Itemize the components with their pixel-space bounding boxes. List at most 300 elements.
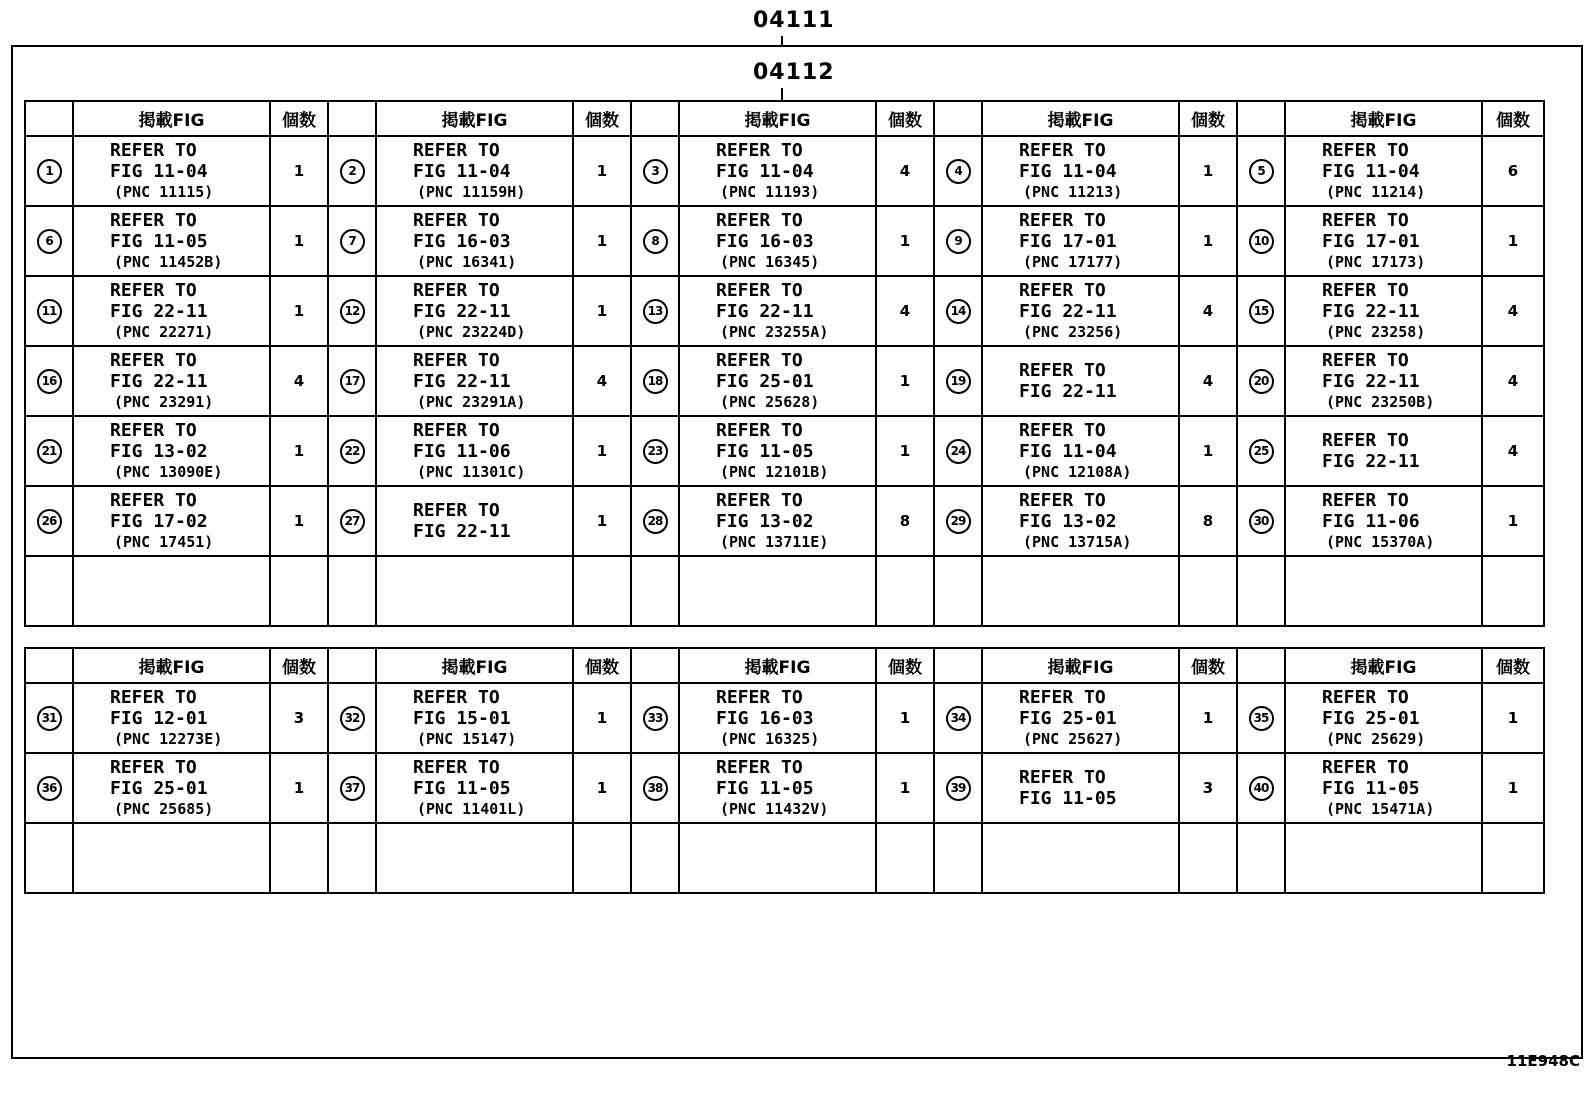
reference-cell: [73, 683, 270, 753]
quantity-cell: 1: [270, 276, 328, 346]
quantity-cell: [270, 556, 328, 626]
item-number-badge: 37: [340, 776, 365, 801]
reference-cell: [73, 486, 270, 556]
reference-cell: [376, 486, 573, 556]
quantity-cell: [1179, 556, 1237, 626]
pnc-code: (PNC 12101B): [720, 462, 829, 481]
item-number-cell: [328, 683, 376, 753]
header-fig: 掲載FIG: [679, 648, 876, 683]
fig-reference: FIG 22-11: [1322, 300, 1420, 322]
pnc-code: (PNC 23291A): [417, 392, 526, 411]
reference-cell: [376, 276, 573, 346]
reference-cell: [982, 276, 1179, 346]
item-number-cell: [1237, 346, 1285, 416]
header-number-cell: [328, 648, 376, 683]
refer-to-text: REFER TO: [413, 686, 500, 708]
refer-to-text: REFER TO: [1019, 767, 1106, 788]
refer-to-text: REFER TO: [1322, 279, 1409, 301]
refer-to-text: REFER TO: [716, 349, 803, 371]
refer-to-text: REFER TO: [413, 279, 500, 301]
pnc-code: (PNC 12108A): [1023, 462, 1132, 481]
refer-to-text: REFER TO: [716, 139, 803, 161]
quantity-cell: [573, 556, 631, 626]
fig-reference: FIG 22-11: [1019, 300, 1117, 322]
header-number-cell: [25, 101, 73, 136]
pnc-code: (PNC 25627): [1023, 729, 1123, 748]
item-number-badge: 21: [37, 439, 62, 464]
pnc-code: (PNC 11214): [1326, 182, 1426, 201]
item-number-cell: [934, 683, 982, 753]
refer-to-text: REFER TO: [110, 419, 197, 441]
item-number-cell: [25, 416, 73, 486]
reference-cell: [1285, 206, 1482, 276]
fig-reference: FIG 12-01: [110, 707, 208, 729]
quantity-cell: 1: [1482, 206, 1544, 276]
item-number-cell: [934, 206, 982, 276]
item-number-badge: 28: [643, 509, 668, 534]
item-number-badge: 5: [1249, 159, 1274, 184]
pnc-code: (PNC 11432V): [720, 799, 829, 818]
header-qty: 個数: [1482, 648, 1544, 683]
fig-reference: FIG 13-02: [716, 510, 814, 532]
quantity-cell: 1: [270, 486, 328, 556]
refer-to-text: REFER TO: [413, 209, 500, 231]
quantity-cell: 4: [573, 346, 631, 416]
item-number-cell: [631, 276, 679, 346]
fig-reference: FIG 15-01: [413, 707, 511, 729]
item-number-cell: [1237, 683, 1285, 753]
header-qty: 個数: [270, 101, 328, 136]
pnc-code: (PNC 12273E): [114, 729, 223, 748]
refer-to-text: REFER TO: [413, 500, 500, 521]
reference-cell: [73, 206, 270, 276]
quantity-cell: 4: [1482, 416, 1544, 486]
refer-to-text: REFER TO: [1019, 360, 1106, 381]
pnc-code: (PNC 25629): [1326, 729, 1426, 748]
header-number-cell: [1237, 648, 1285, 683]
item-number-cell: [25, 556, 73, 626]
table-header-row: [25, 101, 1544, 136]
pnc-code: (PNC 15471A): [1326, 799, 1435, 818]
quantity-cell: 1: [876, 683, 934, 753]
quantity-cell: 6: [1482, 136, 1544, 206]
reference-cell: [1285, 276, 1482, 346]
header-number-cell: [1237, 101, 1285, 136]
fig-reference: FIG 22-11: [716, 300, 814, 322]
fig-reference: FIG 22-11: [1322, 451, 1420, 472]
item-number-badge: 2: [340, 159, 365, 184]
quantity-cell: [1482, 823, 1544, 893]
quantity-cell: 1: [270, 136, 328, 206]
fig-reference: FIG 25-01: [110, 777, 208, 799]
refer-to-text: REFER TO: [716, 756, 803, 778]
item-number-cell: [631, 683, 679, 753]
reference-cell: [73, 346, 270, 416]
reference-cell: [376, 753, 573, 823]
pnc-code: (PNC 16341): [417, 252, 517, 271]
pnc-code: (PNC 25628): [720, 392, 820, 411]
fig-reference: FIG 22-11: [1322, 370, 1420, 392]
reference-cell: [376, 823, 573, 893]
item-number-badge: 17: [340, 369, 365, 394]
fig-reference: FIG 22-11: [413, 300, 511, 322]
quantity-cell: 4: [1482, 346, 1544, 416]
reference-cell: [679, 206, 876, 276]
fig-reference: FIG 11-06: [413, 440, 511, 462]
refer-to-text: REFER TO: [716, 686, 803, 708]
quantity-cell: 1: [1179, 683, 1237, 753]
table-row: [25, 346, 1544, 416]
item-number-badge: 32: [340, 706, 365, 731]
quantity-cell: 1: [573, 416, 631, 486]
pnc-code: (PNC 23255A): [720, 322, 829, 341]
table-row: [25, 416, 1544, 486]
pnc-code: (PNC 13711E): [720, 532, 829, 551]
quantity-cell: 1: [573, 753, 631, 823]
refer-to-text: REFER TO: [1322, 489, 1409, 511]
reference-cell: [982, 486, 1179, 556]
quantity-cell: 1: [1482, 683, 1544, 753]
reference-cell: [376, 206, 573, 276]
item-number-badge: 12: [340, 299, 365, 324]
reference-cell: [1285, 683, 1482, 753]
pnc-code: (PNC 11159H): [417, 182, 526, 201]
item-number-badge: 3: [643, 159, 668, 184]
pnc-code: (PNC 23258): [1326, 322, 1426, 341]
quantity-cell: 1: [876, 416, 934, 486]
item-number-cell: [1237, 416, 1285, 486]
reference-cell: [982, 206, 1179, 276]
refer-to-text: REFER TO: [716, 489, 803, 511]
item-number-cell: [1237, 136, 1285, 206]
reference-cell: [73, 136, 270, 206]
pnc-code: (PNC 11115): [114, 182, 214, 201]
refer-to-text: REFER TO: [1019, 209, 1106, 231]
item-number-cell: [328, 556, 376, 626]
quantity-cell: 1: [573, 276, 631, 346]
reference-cell: [1285, 136, 1482, 206]
reference-cell: [679, 823, 876, 893]
reference-cell: [679, 136, 876, 206]
refer-to-text: REFER TO: [110, 279, 197, 301]
refer-to-text: REFER TO: [413, 139, 500, 161]
table-row: [25, 206, 1544, 276]
reference-cell: [376, 136, 573, 206]
quantity-cell: 1: [876, 346, 934, 416]
refer-to-text: REFER TO: [413, 349, 500, 371]
table-row: [25, 753, 1544, 823]
fig-reference: FIG 11-04: [1019, 160, 1117, 182]
header-fig: 掲載FIG: [376, 101, 573, 136]
item-number-cell: [25, 346, 73, 416]
pnc-code: (PNC 16325): [720, 729, 820, 748]
item-number-cell: [25, 753, 73, 823]
fig-reference: FIG 16-03: [716, 707, 814, 729]
pnc-code: (PNC 23256): [1023, 322, 1123, 341]
fig-reference: FIG 17-01: [1019, 230, 1117, 252]
pnc-code: (PNC 23224D): [417, 322, 526, 341]
pnc-code: (PNC 25685): [114, 799, 214, 818]
item-number-badge: 15: [1249, 299, 1274, 324]
reference-cell: [982, 136, 1179, 206]
quantity-cell: 8: [876, 486, 934, 556]
refer-to-text: REFER TO: [413, 419, 500, 441]
fig-reference: FIG 11-04: [716, 160, 814, 182]
quantity-cell: [573, 823, 631, 893]
table-row: [25, 683, 1544, 753]
pnc-code: (PNC 11401L): [417, 799, 526, 818]
quantity-cell: 1: [876, 753, 934, 823]
assembly-number: 04111: [753, 8, 835, 33]
table-row: [25, 276, 1544, 346]
reference-cell: [982, 416, 1179, 486]
header-qty: 個数: [573, 101, 631, 136]
quantity-cell: 1: [270, 753, 328, 823]
item-number-cell: [1237, 556, 1285, 626]
item-number-badge: 27: [340, 509, 365, 534]
pnc-code: (PNC 17177): [1023, 252, 1123, 271]
reference-cell: [1285, 753, 1482, 823]
item-number-cell: [934, 276, 982, 346]
header-qty: 個数: [573, 648, 631, 683]
refer-to-text: REFER TO: [716, 279, 803, 301]
table-row: [25, 136, 1544, 206]
item-number-cell: [934, 486, 982, 556]
header-number-cell: [631, 648, 679, 683]
item-number-badge: 35: [1249, 706, 1274, 731]
header-number-cell: [631, 101, 679, 136]
quantity-cell: 4: [876, 276, 934, 346]
header-fig: 掲載FIG: [73, 101, 270, 136]
pnc-code: (PNC 15370A): [1326, 532, 1435, 551]
quantity-cell: 4: [270, 346, 328, 416]
fig-reference: FIG 25-01: [1019, 707, 1117, 729]
pnc-code: (PNC 13090E): [114, 462, 223, 481]
item-number-cell: [328, 753, 376, 823]
item-number-badge: 11: [37, 299, 62, 324]
fig-reference: FIG 13-02: [1019, 510, 1117, 532]
reference-cell: [679, 556, 876, 626]
pnc-code: (PNC 22271): [114, 322, 214, 341]
header-qty: 個数: [1179, 101, 1237, 136]
item-number-badge: 20: [1249, 369, 1274, 394]
header-qty: 個数: [270, 648, 328, 683]
fig-reference: FIG 22-11: [110, 300, 208, 322]
item-number-badge: 34: [946, 706, 971, 731]
reference-cell: [982, 753, 1179, 823]
quantity-cell: 4: [1482, 276, 1544, 346]
fig-reference: FIG 11-05: [413, 777, 511, 799]
header-number-cell: [328, 101, 376, 136]
item-number-cell: [328, 206, 376, 276]
item-number-cell: [25, 276, 73, 346]
item-number-cell: [934, 753, 982, 823]
quantity-cell: 3: [1179, 753, 1237, 823]
item-number-badge: 8: [643, 229, 668, 254]
reference-cell: [679, 753, 876, 823]
reference-cell: [73, 823, 270, 893]
reference-cell: [982, 556, 1179, 626]
item-number-cell: [25, 683, 73, 753]
fig-reference: FIG 11-05: [716, 777, 814, 799]
fig-reference: FIG 11-05: [1019, 788, 1117, 809]
item-number-badge: 16: [37, 369, 62, 394]
refer-to-text: REFER TO: [1019, 489, 1106, 511]
item-number-cell: [328, 136, 376, 206]
pnc-code: (PNC 17451): [114, 532, 214, 551]
item-number-cell: [934, 346, 982, 416]
figure-code: 11E948C: [1506, 1052, 1580, 1070]
reference-cell: [1285, 346, 1482, 416]
item-number-cell: [25, 136, 73, 206]
header-fig: 掲載FIG: [73, 648, 270, 683]
quantity-cell: 4: [876, 136, 934, 206]
quantity-cell: 1: [1482, 486, 1544, 556]
item-number-badge: 26: [37, 509, 62, 534]
reference-cell: [982, 346, 1179, 416]
header-qty: 個数: [876, 648, 934, 683]
reference-cell: [73, 753, 270, 823]
refer-to-text: REFER TO: [1019, 279, 1106, 301]
pnc-code: (PNC 13715A): [1023, 532, 1132, 551]
pnc-code: (PNC 11193): [720, 182, 820, 201]
item-number-badge: 7: [340, 229, 365, 254]
item-number-badge: 13: [643, 299, 668, 324]
fig-reference: FIG 13-02: [110, 440, 208, 462]
item-number-badge: 24: [946, 439, 971, 464]
item-number-cell: [328, 416, 376, 486]
header-number-cell: [934, 648, 982, 683]
quantity-cell: 1: [573, 486, 631, 556]
parts-table: [24, 100, 1545, 627]
pnc-code: (PNC 11301C): [417, 462, 526, 481]
item-number-cell: [631, 823, 679, 893]
quantity-cell: 1: [573, 206, 631, 276]
reference-cell: [1285, 486, 1482, 556]
refer-to-text: REFER TO: [716, 419, 803, 441]
item-number-badge: 30: [1249, 509, 1274, 534]
refer-to-text: REFER TO: [110, 349, 197, 371]
table-row: [25, 823, 1544, 893]
reference-cell: [679, 683, 876, 753]
reference-cell: [1285, 556, 1482, 626]
item-number-badge: 9: [946, 229, 971, 254]
fig-reference: FIG 11-05: [110, 230, 208, 252]
item-number-badge: 36: [37, 776, 62, 801]
item-number-badge: 18: [643, 369, 668, 394]
refer-to-text: REFER TO: [110, 139, 197, 161]
quantity-cell: 1: [1179, 206, 1237, 276]
quantity-cell: 1: [270, 206, 328, 276]
quantity-cell: 1: [1179, 136, 1237, 206]
reference-cell: [1285, 416, 1482, 486]
refer-to-text: REFER TO: [110, 686, 197, 708]
refer-to-text: REFER TO: [1322, 686, 1409, 708]
quantity-cell: [1482, 556, 1544, 626]
item-number-badge: 19: [946, 369, 971, 394]
item-number-badge: 23: [643, 439, 668, 464]
header-fig: 掲載FIG: [982, 648, 1179, 683]
item-number-cell: [328, 486, 376, 556]
quantity-cell: 1: [1179, 416, 1237, 486]
item-number-cell: [25, 823, 73, 893]
item-number-cell: [328, 346, 376, 416]
pnc-code: (PNC 23250B): [1326, 392, 1435, 411]
item-number-badge: 29: [946, 509, 971, 534]
refer-to-text: REFER TO: [1019, 139, 1106, 161]
pnc-code: (PNC 16345): [720, 252, 820, 271]
item-number-badge: 31: [37, 706, 62, 731]
quantity-cell: [1179, 823, 1237, 893]
reference-cell: [1285, 823, 1482, 893]
fig-reference: FIG 11-04: [413, 160, 511, 182]
item-number-cell: [631, 206, 679, 276]
quantity-cell: 1: [270, 416, 328, 486]
reference-cell: [73, 276, 270, 346]
item-number-cell: [328, 823, 376, 893]
quantity-cell: 3: [270, 683, 328, 753]
item-number-cell: [631, 753, 679, 823]
fig-reference: FIG 17-02: [110, 510, 208, 532]
quantity-cell: 4: [1179, 346, 1237, 416]
header-fig: 掲載FIG: [1285, 101, 1482, 136]
header-fig: 掲載FIG: [679, 101, 876, 136]
table-row: [25, 486, 1544, 556]
fig-reference: FIG 25-01: [716, 370, 814, 392]
item-number-badge: 6: [37, 229, 62, 254]
fig-reference: FIG 22-11: [413, 370, 511, 392]
quantity-cell: 4: [1179, 276, 1237, 346]
fig-reference: FIG 11-04: [1019, 440, 1117, 462]
header-qty: 個数: [1482, 101, 1544, 136]
item-number-cell: [934, 556, 982, 626]
item-number-cell: [1237, 486, 1285, 556]
quantity-cell: 1: [573, 683, 631, 753]
reference-cell: [376, 416, 573, 486]
pnc-code: (PNC 15147): [417, 729, 517, 748]
header-number-cell: [934, 101, 982, 136]
refer-to-text: REFER TO: [1019, 686, 1106, 708]
fig-reference: FIG 25-01: [1322, 707, 1420, 729]
reference-cell: [376, 346, 573, 416]
item-number-cell: [1237, 276, 1285, 346]
quantity-cell: 1: [1482, 753, 1544, 823]
quantity-cell: [876, 823, 934, 893]
item-number-badge: 1: [37, 159, 62, 184]
item-number-badge: 38: [643, 776, 668, 801]
fig-reference: FIG 11-04: [1322, 160, 1420, 182]
fig-reference: FIG 22-11: [413, 521, 511, 542]
refer-to-text: REFER TO: [1322, 756, 1409, 778]
header-fig: 掲載FIG: [982, 101, 1179, 136]
refer-to-text: REFER TO: [1322, 139, 1409, 161]
fig-reference: FIG 11-05: [1322, 777, 1420, 799]
reference-cell: [73, 416, 270, 486]
refer-to-text: REFER TO: [1322, 209, 1409, 231]
item-number-cell: [934, 416, 982, 486]
header-number-cell: [25, 648, 73, 683]
item-number-badge: 40: [1249, 776, 1274, 801]
quantity-cell: 8: [1179, 486, 1237, 556]
header-fig: 掲載FIG: [1285, 648, 1482, 683]
item-number-badge: 39: [946, 776, 971, 801]
refer-to-text: REFER TO: [1322, 349, 1409, 371]
quantity-cell: 1: [876, 206, 934, 276]
pnc-code: (PNC 11213): [1023, 182, 1123, 201]
item-number-badge: 33: [643, 706, 668, 731]
item-number-badge: 25: [1249, 439, 1274, 464]
refer-to-text: REFER TO: [110, 756, 197, 778]
